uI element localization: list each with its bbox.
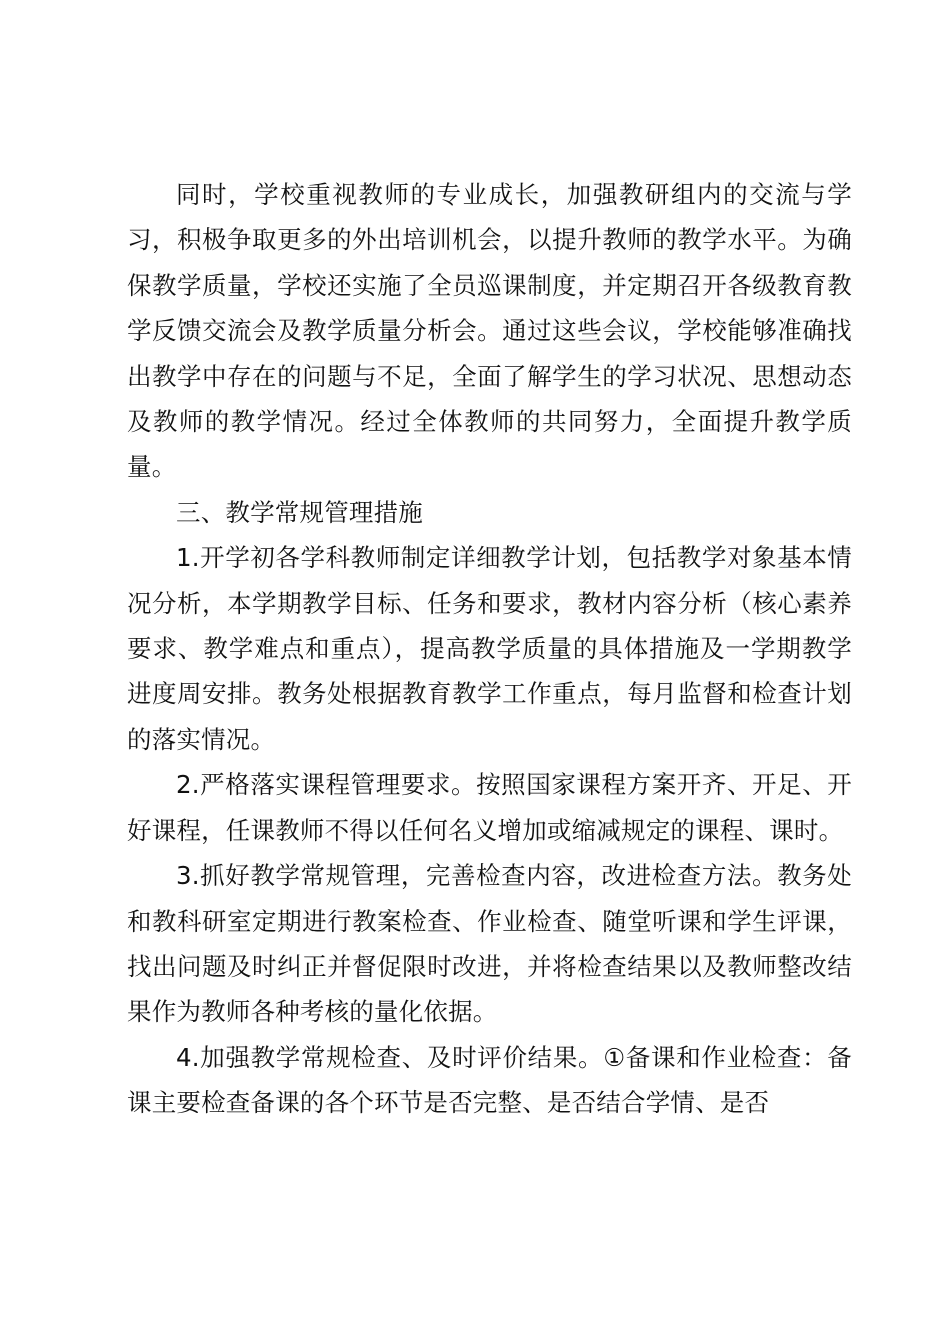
paragraph-item-4-evaluation: 4.加强教学常规检查、及时评价结果。①备课和作业检查：备课主要检查备课的各个环节是否完整、是否结合学情、是否 xyxy=(127,1042,852,1118)
paragraph-teacher-growth: 同时，学校重视教师的专业成长，加强教研组内的交流与学习，积极争取更多的外出培训机会，以提升教师的教学水平。为确保教学质量，学校还实施了全员巡课制度，并定期召开各级教育教学反馈交流会及教学质量分析会。通过这些会议，学校能够准确找出教学中存在的问题与不足，全面了解学生的学习状况、思想动态及教师的教学情况。经过全体教师的共同努力，全面提升教学质量。 xyxy=(127,180,852,482)
section-heading-routine-management: 三、教学常规管理措施 xyxy=(176,497,423,527)
paragraph-item-2-curriculum: 2.严格落实课程管理要求。按照国家课程方案开齐、开足、开好课程，任课教师不得以任何名义增加或缩减规定的课程、课时。 xyxy=(127,770,852,845)
paragraph-item-1-teaching-plan: 1.开学初各学科教师制定详细教学计划，包括教学对象基本情况分析，本学期教学目标、任务和要求，教材内容分析（核心素养要求、教学难点和重点），提高教学质量的具体措施及一学期教学进度周安排。教务处根据教育教学工作重点，每月监督和检查计划的落实情况。 xyxy=(127,543,852,754)
paragraph-item-3-inspection: 3.抓好教学常规管理，完善检查内容，改进检查方法。教务处和教科研室定期进行教案检查、作业检查、随堂听课和学生评课，找出问题及时纠正并督促限时改进，并将检查结果以及教师整改结果作为教师各种考核的量化依据。 xyxy=(127,861,852,1027)
document-body xyxy=(127,172,852,1126)
